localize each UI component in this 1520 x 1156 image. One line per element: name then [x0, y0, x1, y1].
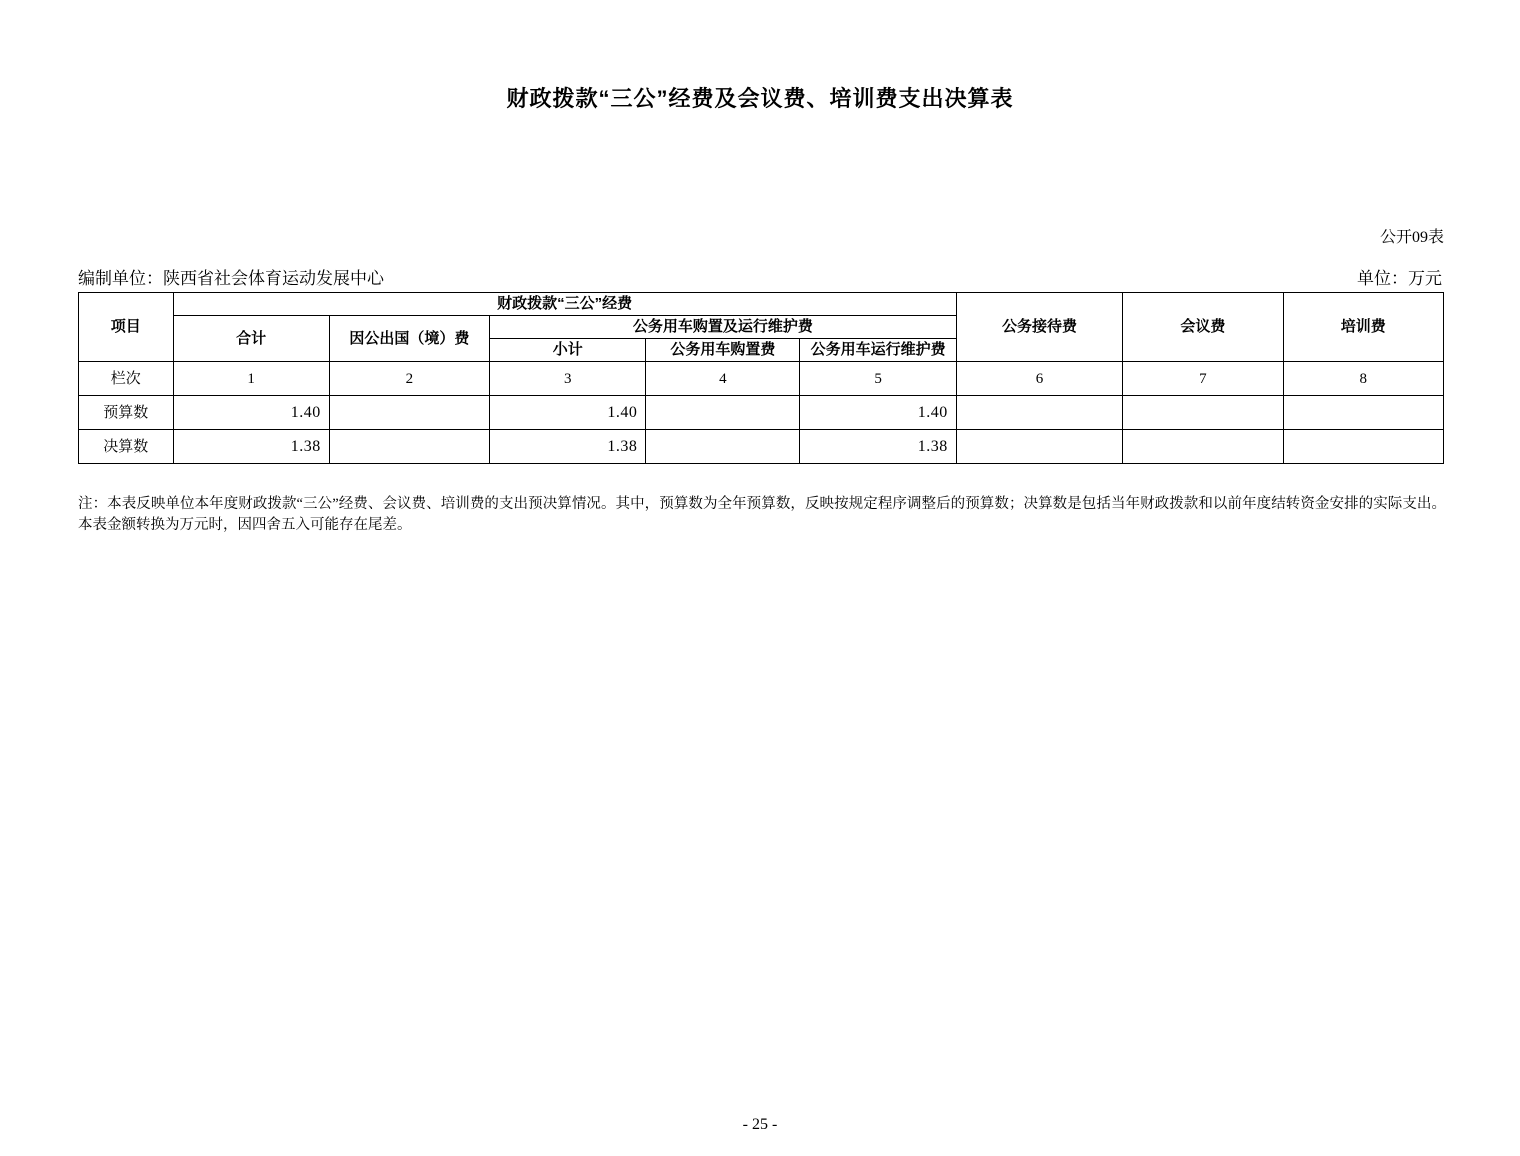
table-note: 注：本表反映单位本年度财政拨款“三公”经费、会议费、培训费的支出预决算情况。其中，预算数为全年预算数，反映按规定程序调整后的预算数；决算数是包括当年财政拨款和以前年度结转资金安排的实际支出。本表金额转换为万元时，因四舍五入可能存在尾差。 [78, 496, 1446, 534]
header-total: 合计 [173, 316, 329, 362]
page-number: - 25 - [742, 1116, 778, 1133]
cell-column-index: 2 [329, 362, 489, 396]
cell-budget-vehicle-subtotal: 1.40 [490, 396, 646, 430]
document-page [0, 82, 1520, 1156]
cell-column-index: 6 [956, 362, 1123, 396]
cell-final-total: 1.38 [173, 430, 329, 464]
cell-column-index: 8 [1283, 362, 1443, 396]
finance-table [78, 292, 1444, 464]
header-training: 培训费 [1283, 293, 1443, 362]
header-vehicle-purchase: 公务用车购置费 [646, 339, 800, 362]
cell-column-index: 7 [1123, 362, 1283, 396]
cell-budget-total: 1.40 [173, 396, 329, 430]
cell-budget-meeting [1123, 396, 1283, 430]
table-header-row-1 [79, 293, 1444, 316]
form-code-label: 公开09表 [1379, 229, 1444, 246]
row-label: 栏次 [79, 362, 174, 396]
cell-final-meeting [1123, 430, 1283, 464]
cell-column-index: 4 [646, 362, 800, 396]
meta-row [78, 264, 1442, 289]
cell-budget-vehicle-purchase [646, 396, 800, 430]
cell-column-index: 1 [173, 362, 329, 396]
cell-final-abroad [329, 430, 489, 464]
currency-unit-label: 单位：万元 [1357, 269, 1442, 288]
header-abroad: 因公出国（境）费 [329, 316, 489, 362]
header-meeting: 会议费 [1123, 293, 1283, 362]
page-title: 财政拨款“三公”经费及会议费、培训费支出决算表 [506, 86, 1014, 111]
table-row [79, 430, 1444, 464]
cell-column-index: 5 [800, 362, 956, 396]
header-vehicle-group: 公务用车购置及运行维护费 [490, 316, 957, 339]
cell-budget-hospitality [956, 396, 1123, 430]
cell-column-index: 3 [490, 362, 646, 396]
cell-budget-training [1283, 396, 1443, 430]
header-item: 项目 [79, 293, 174, 362]
cell-final-training [1283, 430, 1443, 464]
cell-budget-vehicle-operation: 1.40 [800, 396, 956, 430]
row-label: 决算数 [79, 430, 174, 464]
cell-final-vehicle-purchase [646, 430, 800, 464]
cell-final-hospitality [956, 430, 1123, 464]
table-row [79, 362, 1444, 396]
row-label: 预算数 [79, 396, 174, 430]
cell-budget-abroad [329, 396, 489, 430]
table-row [79, 396, 1444, 430]
compiling-unit-label: 编制单位：陕西省社会体育运动发展中心 [78, 269, 384, 288]
header-vehicle-operation: 公务用车运行维护费 [800, 339, 956, 362]
cell-final-vehicle-operation: 1.38 [800, 430, 956, 464]
header-hospitality: 公务接待费 [956, 293, 1123, 362]
header-vehicle-subtotal: 小计 [490, 339, 646, 362]
cell-final-vehicle-subtotal: 1.38 [490, 430, 646, 464]
header-sangong-group: 财政拨款“三公”经费 [173, 293, 956, 316]
